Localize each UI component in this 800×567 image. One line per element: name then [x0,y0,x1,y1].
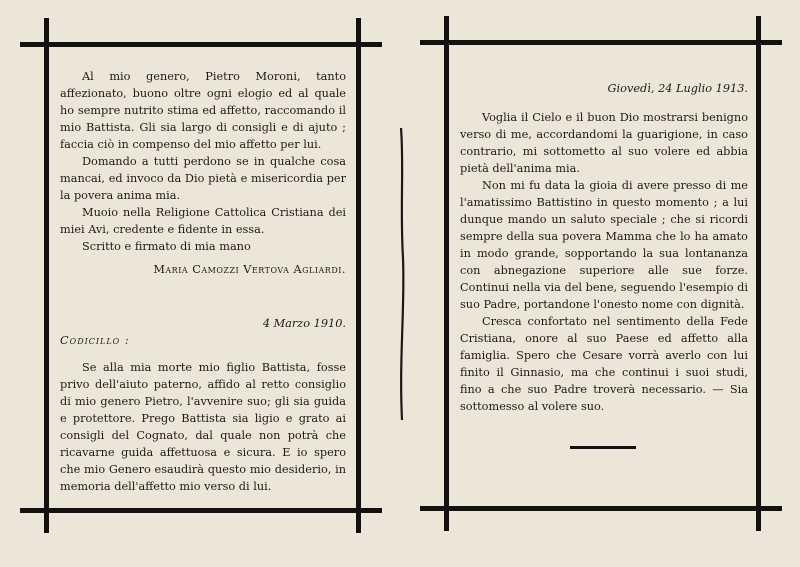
left-bottom-rule [20,508,382,513]
right-date: Giovedì, 24 Luglio 1913. [607,82,748,95]
codicil-heading: Codicillo : [60,334,130,347]
right-page [460,80,748,415]
left-outer-rule [44,18,49,533]
signature: Maria Camozzi Vertova Agliardi. [153,263,346,276]
right-paragraph-3: Cresca confortato nel sentimento della Fede Cristiana, onore al suo Paese ed affetto alla famiglia. Spero che Cesare vorrà averlo con lui finito il Ginnasio, ma che continui i suoi studi, fino a che suo Padre troverà necessario. — Sia sottomesso al volere suo. [460,315,748,413]
left-paragraph-2: Domando a tutti perdono se in qualche cosa mancai, ed invoco da Dio pietà e misericordia per la povera anima mia. [60,155,346,202]
right-paragraph-1: Voglia il Cielo e il buon Dio mostrarsi benigno verso di me, accordandomi la guarigione, in caso contrario, mi sottometto al suo volere ed abbia pietà dell'anima mia. [460,111,748,175]
right-top-rule [420,40,782,45]
left-paragraph-1: Al mio genero, Pietro Moroni, tanto affezionato, buono oltre ogni elogio ed al quale ho sempre nutrito stima ed affetto, raccomando il mio Battista. Gli sia largo di consigli e di ajuto ; faccia ciò in compenso del mio affetto per lui. [60,70,346,151]
left-paragraph-3: Muoio nella Religione Cattolica Cristiana dei miei Avi, credente e fidente in essa. [60,206,346,236]
left-top-rule [20,42,382,47]
right-bottom-rule [420,506,782,511]
codicil-date: 4 Marzo 1910. [262,317,346,330]
end-mark [570,446,636,449]
codicil-section [60,315,346,495]
left-inner-rule [356,18,361,533]
left-page [60,68,346,278]
codicil-text: Se alla mia morte mio figlio Battista, fosse privo dell'aiuto paterno, affido al retto consiglio di mio genero Pietro, l'avvenire suo; gli sia guida e protettore. Prego Battista sia ligio e grato ai consigli del Cognato, dal quale non potrà che ricavarne guida affettuosa e sicura. E io spero che mio Genero esaudirà questo mio desiderio, in memoria dell'affetto mio verso di lui. [60,361,346,493]
right-outer-rule [756,16,761,531]
binding-thread [397,128,407,420]
left-paragraph-4: Scritto e firmato di mia mano [82,240,251,253]
right-paragraph-2: Non mi fu data la gioia di avere presso di me l'amatissimo Battistino in questo momento ; a lui dunque mando un saluto speciale ; che si ricordi sempre della sua povera Mamma che lo ha amato in modo grande, sopportando la sua lontananza con abnegazione superiore alle sue forze. Continui nella via del bene, seguendo l'esempio di suo Padre, portandone l'onesto nome con dignità. [460,179,748,311]
right-inner-rule [444,16,449,531]
